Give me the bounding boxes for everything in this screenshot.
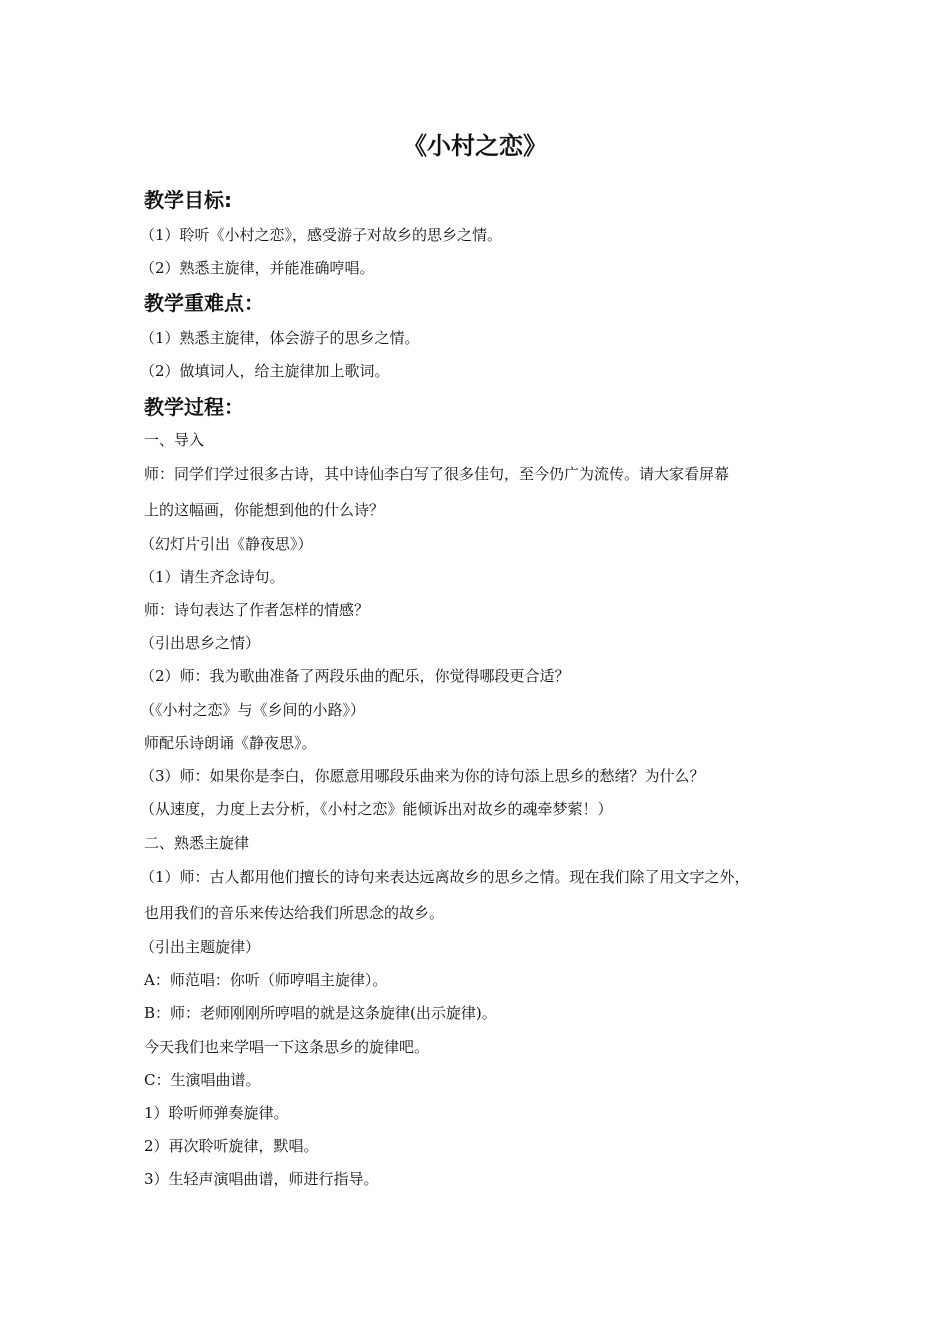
process-line: 师：诗句表达了作者怎样的情感？ [144, 601, 370, 619]
process-line: （2）师：我为歌曲准备了两段乐曲的配乐，你觉得哪段更合适？ [140, 667, 570, 685]
process-line: C：生演唱曲谱。 [144, 1071, 261, 1089]
section-heading-key-points: 教学重难点： [144, 291, 264, 315]
process-line: 一、导入 [144, 431, 205, 449]
process-line: （1）请生齐念诗句。 [140, 568, 285, 586]
process-line: （引出思乡之情） [140, 634, 261, 652]
objective-item: （1）聆听《小村之恋》，感受游子对故乡的思乡之情。 [140, 226, 503, 244]
process-line: 3）生轻声演唱曲谱，师进行指导。 [144, 1170, 379, 1188]
document-title: 《小村之恋》 [403, 132, 547, 160]
process-line: A：师范唱：你听（师哼唱主旋律）。 [144, 971, 388, 989]
process-line: （3）师：如果你是李白，你愿意用哪段乐曲来为你的诗句添上思乡的愁绪？为什么？ [140, 767, 705, 785]
objective-item: （2）熟悉主旋律，并能准确哼唱。 [140, 259, 375, 277]
process-line: B：师：老师刚刚所哼唱的就是这条旋律(出示旋律)。 [144, 1004, 497, 1022]
process-line: 今天我们也来学唱一下这条思乡的旋律吧。 [144, 1038, 430, 1056]
process-line: 师：同学们学过很多古诗，其中诗仙李白写了很多佳句，至今仍广为流传。请大家看屏幕 [144, 465, 730, 483]
key-point-item: （1）熟悉主旋律，体会游子的思乡之情。 [140, 329, 420, 347]
process-line: （幻灯片引出《静夜思》） [140, 535, 313, 553]
process-line: （《小村之恋》与《乡间的小路》） [140, 701, 366, 719]
process-line: （引出主题旋律） [140, 938, 261, 956]
process-line: 1）聆听师弹奏旋律。 [144, 1104, 289, 1122]
section-heading-process: 教学过程： [144, 395, 244, 419]
key-point-item: （2）做填词人，给主旋律加上歌词。 [140, 362, 390, 380]
process-line: 二、熟悉主旋律 [144, 834, 250, 852]
process-line: （1）师：古人都用他们擅长的诗句来表达远离故乡的思乡之情。现在我们除了用文字之外， [140, 868, 750, 886]
process-line: 也用我们的音乐来传达给我们所思念的故乡。 [144, 904, 445, 922]
process-line: 上的这幅画，你能想到他的什么诗？ [144, 501, 385, 519]
section-heading-objectives: 教学目标: [144, 188, 232, 212]
process-line: 2）再次聆听旋律，默唱。 [144, 1137, 319, 1155]
process-line: 师配乐诗朗诵《静夜思》。 [144, 734, 317, 752]
process-line: （从速度，力度上去分析，《小村之恋》能倾诉出对故乡的魂牵梦萦！） [140, 800, 613, 818]
